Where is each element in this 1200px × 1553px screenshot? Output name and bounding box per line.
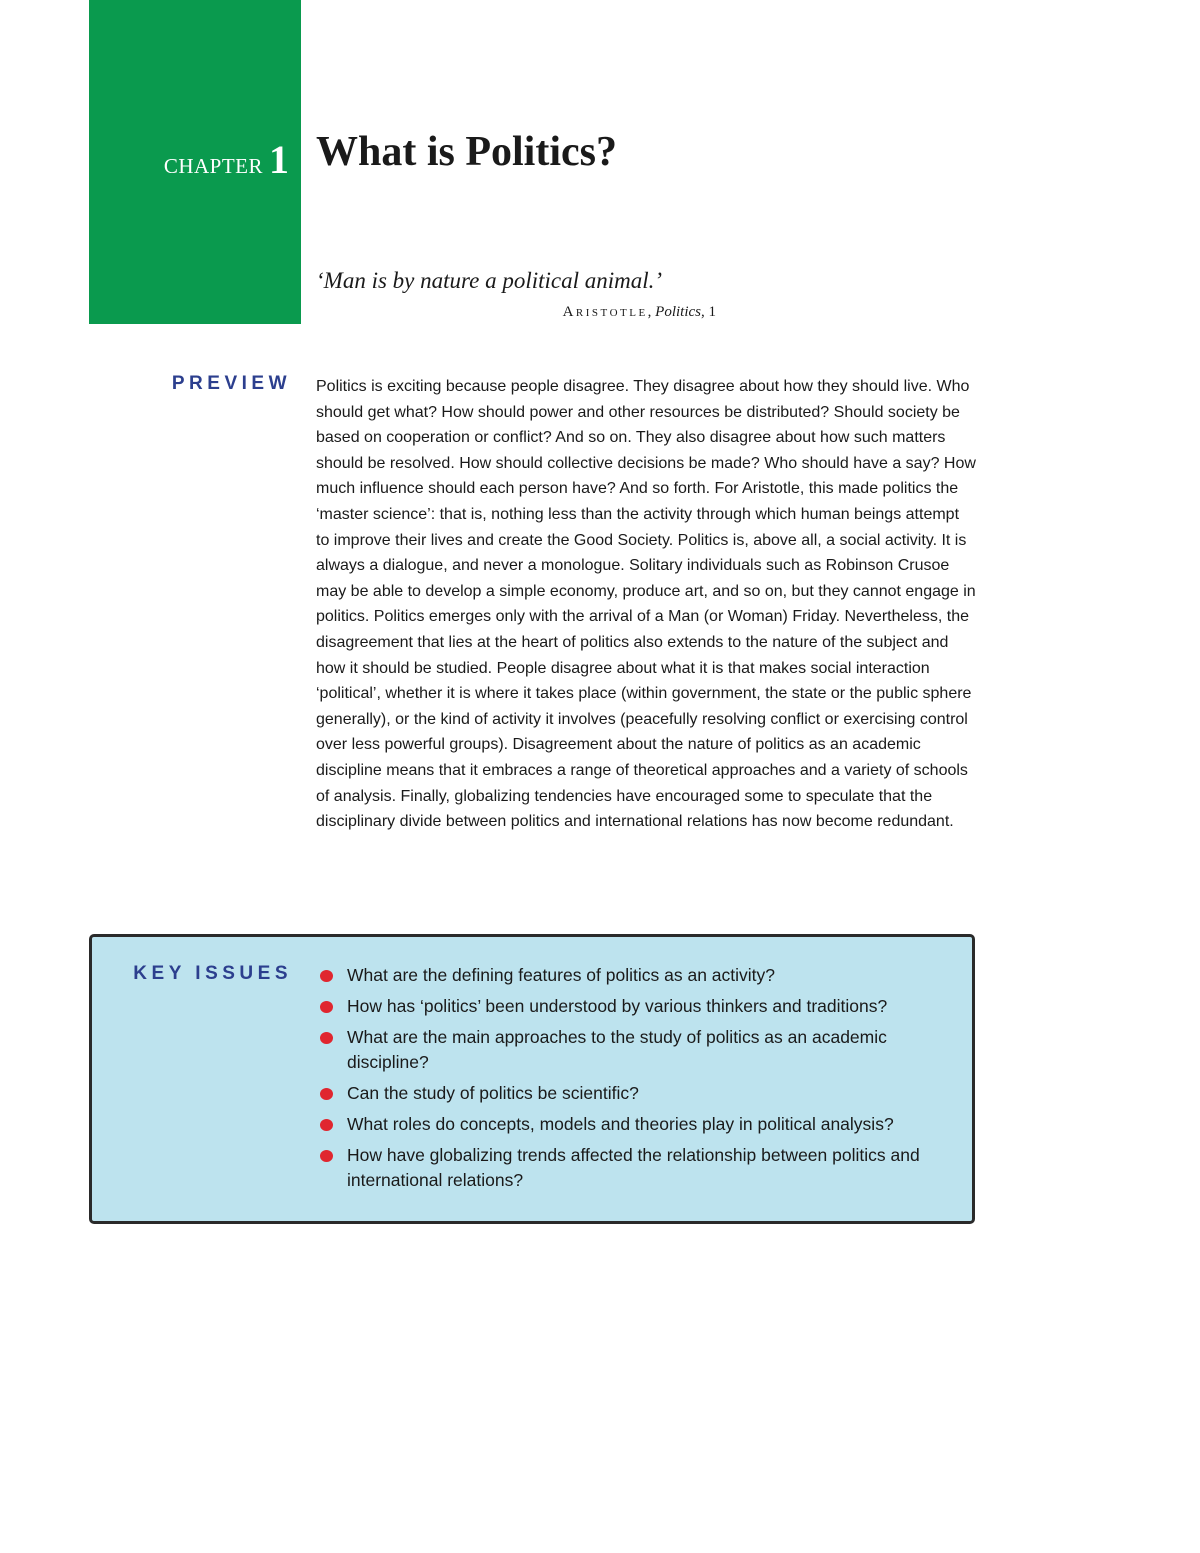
bullet-dot-icon [320, 1088, 333, 1100]
chapter-color-block [89, 0, 301, 324]
epigraph-separator: , [647, 304, 652, 320]
epigraph-quote: ‘Man is by nature a political animal.’ [316, 268, 663, 293]
preview-text: Politics is exciting because people disagree. They disagree about how they should live. Who should get what? How should power and other resources be distributed? Should society be based on cooperation or conflict? And so on. They also disagree about how such matters should be resolved. How should collective decisions be made? Who should have a say? How much influence should each person have? And so forth. For Aristotle, this made politics the ‘master science’: that is, nothing less than the activity through which human beings attempt to improve their lives and create the Good Society. Politics is, above all, a social activity. It is always a dialogue, and never a monologue. Solitary individuals such as Robinson Crusoe may be able to develop a simple economy, produce art, and so on, but they cannot engage in politics. Politics emerges only with the arrival of a Man (or Woman) Friday. Nevertheless, the disagreement that lies at the heart of politics also extends to the nature of the subject and how it should be studied. People disagree about what it is that makes social interaction ‘political’, whether it is where it takes place (within government, the state or the public sphere generally), or the kind of activity it involves (peacefully resolving conflict or exercising control over less powerful groups). Disagreement about the nature of politics as an academic discipline means that it embraces a range of theoretical approaches and a variety of schools of analysis. Finally, globalizing tendencies have encouraged some to speculate that the disciplinary divide between politics and international relations has now become redundant. [316, 378, 976, 831]
key-issue-item [317, 1112, 962, 1137]
chapter-word: CHAPTER [163, 154, 263, 178]
chapter-number: 1 [269, 137, 289, 182]
epigraph-author: Aristotle [562, 304, 648, 320]
key-issue-item [317, 1081, 962, 1106]
key-issue-text: What are the defining features of politics as an activity? [347, 965, 776, 985]
bullet-dot-icon [320, 1119, 333, 1131]
key-issue-text: How have globalizing trends affected the relationship between politics and international relations? [347, 1145, 920, 1190]
bullet-dot-icon [320, 1001, 333, 1013]
key-issue-text: How has ‘politics’ been understood by various thinkers and traditions? [347, 996, 888, 1016]
key-issue-text: What roles do concepts, models and theories play in political analysis? [347, 1114, 894, 1134]
epigraph-attribution [563, 304, 716, 321]
epigraph-reference: , 1 [701, 304, 716, 320]
key-issue-text: Can the study of politics be scientific? [347, 1083, 639, 1103]
key-issue-item [317, 1025, 962, 1075]
key-issue-item [317, 963, 962, 988]
chapter-title: What is Politics? [316, 129, 617, 175]
key-issues-heading: KEY ISSUES [133, 963, 292, 984]
key-issue-text: What are the main approaches to the study of politics as an academic discipline? [347, 1027, 887, 1072]
preview-heading: PREVIEW [171, 373, 291, 394]
key-issues-list [317, 963, 962, 1199]
bullet-dot-icon [320, 1032, 333, 1044]
bullet-dot-icon [320, 970, 333, 982]
key-issue-item [317, 994, 962, 1019]
bullet-dot-icon [320, 1150, 333, 1162]
chapter-label [164, 136, 289, 183]
key-issue-item [317, 1143, 962, 1193]
epigraph-work: Politics [655, 304, 701, 320]
key-issues-box [89, 934, 975, 1224]
